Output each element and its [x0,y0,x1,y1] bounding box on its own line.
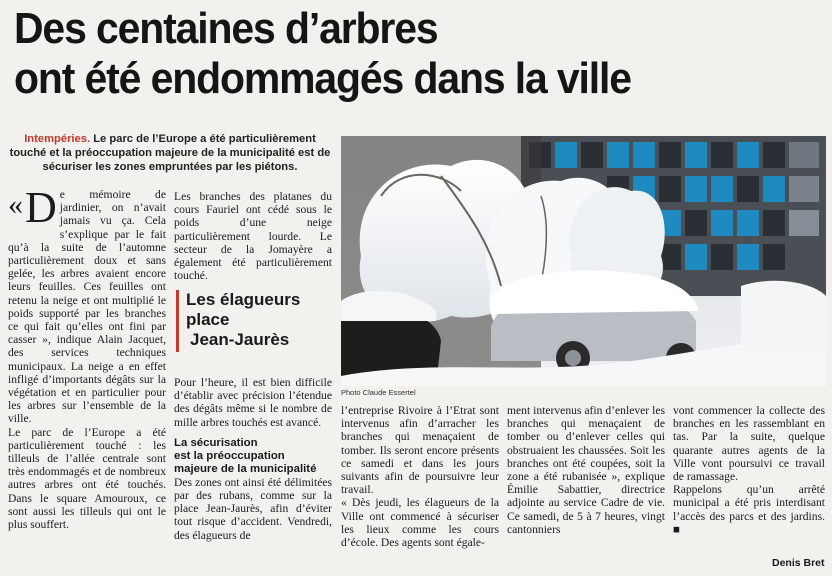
section-heading-line-3: majeure de la municipalité [174,462,317,475]
article-column-2-top [174,190,332,282]
col3-paragraph-2: « Dès jeudi, les élagueurs de la Ville ont commencé à sécuriser les lieux comme les cours d’école. Des agents sont égale- [341,496,499,550]
col3-paragraph-1: l’entreprise Rivoire à l’Etrat sont intervenus afin d’arracher les branches qui menaçaient de tomber. Ils seront encore présents ce samedi et dans les jours suivants afin de poursuivre leur travail. [341,404,499,497]
col2-paragraph-1: Les branches des platanes du cours Fauriel ont cédé sous le poids d’une neige particulièrement lourde. Le secteur de la Jomayère a également été particulièrement touché. [174,190,332,283]
lede-text: Le parc de l’Europe a été particulièrement touché et la préoccupation majeure de la municipalité est de sécuriser les zones empruntées par les piétons. [9,133,331,173]
author-signature: Denis Bret [772,557,825,569]
col1-paragraph-1: e mémoire de jardinier, on n’avait jamais vu ça. Cela s’explique par le fait qu’à la suite de l’automne particulièrement doux et sans gelée, les arbres avaient encore leurs feuilles. Ces feuilles ont retenu la neige et ont multiplié le poids supporté par les branches ce qui fait qu’elles ont fini par casser », indique Alain Jacquet, des services techniques municipaux. La neige a en effet infligé d’importants dégâts sur la végétation et en particulier pour les arbres sur l’ensemble de la ville. [8,188,166,426]
section-heading-line-1: La sécurisation [174,436,258,449]
subhead-line-3: Jean-Jaurès [190,330,290,349]
col4-paragraph-1: ment intervenus afin d’enlever les branches qui menaçaient de tomber ou d’enlever celles qui obstruaient les chaussées. Soit les branches ont été coupées, soit la zone a été rubanisée », explique Émilie Sabattier, directrice adjointe au service Cadre de vie. Ce samedi, de 5 à 7 heures, vingt cantonniers [507,404,665,536]
article-column-5 [673,404,825,536]
article-column-1 [8,183,166,532]
col2-paragraph-3: Des zones ont ainsi été délimitées par des rubans, comme sur la place Jean-Jaurès, afin d’éviter tout risque d’accident. Vendredi, des élagueurs de [174,475,332,542]
snow-photo [341,136,826,386]
lede-kicker: Intempéries. [24,133,91,145]
article-column-3 [341,404,499,549]
photo-credit: Photo Claude Essertel [341,388,416,397]
col2-paragraph-2: Pour l’heure, il est bien difficile d’établir avec précision l’étendue des dégâts même si le nombre de mille arbres touchés est avancé. [174,376,332,429]
col5-paragraph-2: Rappelons qu’un arrêté municipal a été pris interdisant l’accès des parcs et des jardins. ■ [673,483,825,536]
lede [8,132,332,174]
subhead-line-2: place [186,310,230,329]
subhead-elagueurs [176,290,332,350]
headline-line-2: ont été endommagés dans la ville [14,54,631,103]
drop-cap: D [25,183,57,232]
section-heading-securisation [174,437,332,476]
headline [14,4,758,104]
col1-paragraph-2: Le parc de l’Europe a été particulièrement touché : les tilleuls de l’allée centrale sont très endommagés et de nombreux autres arbres ont été touchés. Dans le square Amouroux, ce sont aussi les tilleuls qui ont le plus souffert. [8,425,166,532]
col5-paragraph-1: vont commencer la collecte des branches en les rassemblant en tas. Par la suite, quelque quarante autres agents de la Ville vont poursuivi ce travail de ramassage. [673,404,825,484]
article-column-4 [507,404,665,536]
article-column-2-bottom [174,376,332,542]
snow-scene-illustration [341,136,826,386]
opening-quote-mark: « [8,188,23,221]
subhead-line-1: Les élagueurs [186,290,301,309]
section-heading-line-2: est la préoccupation [174,449,285,462]
headline-line-1: Des centaines d’arbres [14,4,438,53]
